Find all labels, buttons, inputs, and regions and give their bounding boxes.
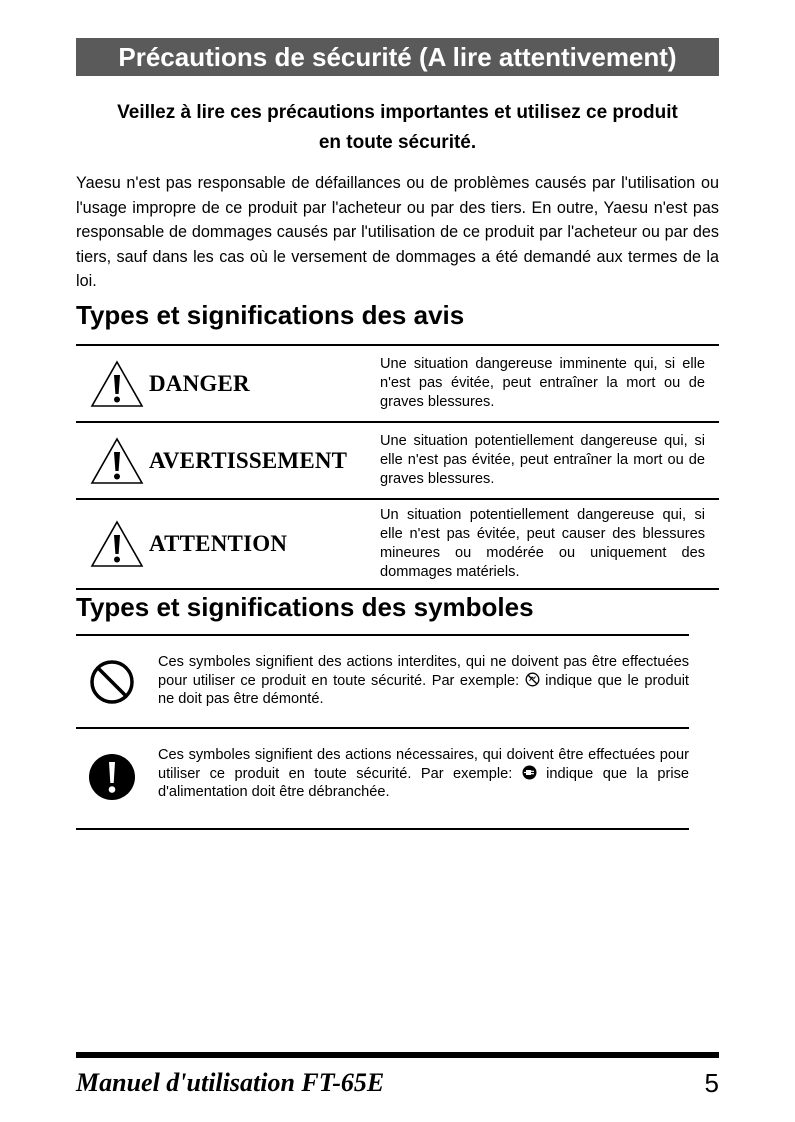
notice-label-cell [76,500,373,588]
unplug-icon [522,765,537,780]
notice-row-danger [76,346,719,423]
notice-description-cell [373,423,719,498]
footer-rule [76,1052,719,1058]
symbol-text-after: indique que la prise d'alimentation doit être débranchée. [158,765,689,800]
symbol-row-mandatory [76,727,689,830]
footer-manual-title: Manuel d'utilisation FT-65E [76,1068,385,1097]
symbol-text-before: Ces symboles signifient des actions interdites, qui ne doivent pas être effectuées pour utiliser ce produit en toute sécurité. Par exemple: [158,654,689,689]
disclaimer-paragraph: Yaesu n'est pas responsable de défaillances ou de problèmes causés par l'utilisation ou l'usage impropre de ce produit par l'acheteur ou par des tiers. En outre, Yaesu n'est pas responsable de dommages causés par l'utilisation de ce produit par l'acheteur ou par des tiers, sauf dans les cas où le versement de dommages a été demandé aux termes de la loi. [76,174,719,290]
notice-description-cell [373,346,719,421]
symbol-text-before: Ces symboles signifient des actions nécessaires, qui doivent être effectuées pour utiliser ce produit en toute sécurité. Par exemple: [158,747,689,782]
warning-triangle-icon [90,519,144,569]
page-number: 5 [704,1068,719,1098]
warning-triangle-icon [90,359,144,409]
symbol-description-prohibited [158,653,689,709]
warning-triangle-icon [90,436,144,486]
intro-bold-statement [76,98,719,158]
notice-description-danger: Une situation dangereuse imminente qui, si elle n'est pas évitée, peut entraîner la mort ou de graves blessures. [380,356,705,410]
notice-label-danger: DANGER [149,370,250,396]
notices-table [76,344,719,590]
symbol-row-prohibited [76,634,689,727]
notice-description-attention: Un situation potentiellement dangereuse qui, si elle n'est pas évitée, peut causer des blessures mineures ou modérée ou uniquement des dommages matériels. [380,507,705,580]
notice-label-attention: ATTENTION [149,531,288,556]
intro-bold-line-1: Veillez à lire ces précautions importantes et utilisez ce produit [117,102,678,123]
symbols-section-title: Types et significations des symboles [76,592,534,622]
intro-bold-line-2: en toute sécurité. [318,132,477,153]
notices-section-title: Types et significations des avis [76,300,465,330]
notice-label-cell [76,346,373,421]
page-banner: Précautions de sécurité (A lire attentivement) [76,38,719,76]
symbols-table [76,634,689,830]
notice-row-avertissement [76,423,719,500]
mandatory-action-icon [88,753,136,801]
prohibition-icon [88,658,136,706]
notice-row-attention [76,500,719,590]
notice-label-cell [76,423,373,498]
notice-description-avertissement: Une situation potentiellement dangereuse qui, si elle n'est pas évitée, peut entraîner la mort ou de graves blessures. [380,433,705,487]
notice-description-cell [373,500,719,588]
no-disassembly-icon [525,672,540,687]
symbol-text-after: indique que le produit ne doit pas être démonté. [158,672,689,707]
notice-label-avertissement: AVERTISSEMENT [149,447,348,473]
symbol-description-mandatory [158,746,689,802]
